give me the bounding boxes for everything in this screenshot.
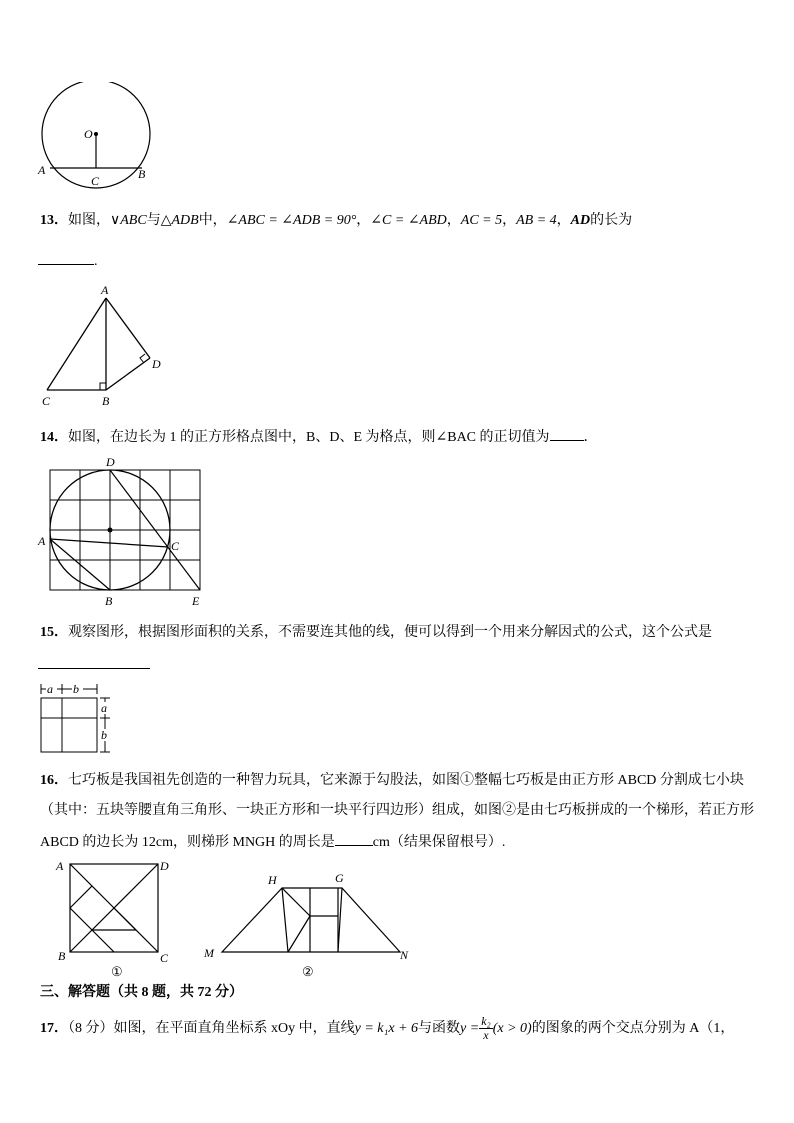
figure-13-triangles — [34, 282, 174, 410]
question-13 — [40, 211, 632, 231]
q16-line2: （其中：五块等腰直角三角形、一块正方形和一块平行四边形）组成，如图②是由七巧板拼成的一个梯形，若正方形 — [40, 803, 754, 818]
question-15 — [40, 623, 712, 643]
q13-text2: 与 — [146, 213, 161, 228]
q16-line3a: ABCD 的边长为 12cm，则梯形 MNGH 的周长是 — [40, 835, 335, 850]
figure-12-circle — [34, 82, 158, 194]
label-C: C — [42, 394, 51, 408]
section-3-title: 三、解答题（共 8 题，共 72 分） — [40, 985, 243, 1000]
q13-math5: AC = 5 — [460, 213, 503, 228]
q16-line1: 七巧板是我国祖先创造的一种智力玩具，它来源于勾股法，如图①整幅七巧板是由正方形 ABCD 分割成七小块 — [68, 773, 744, 788]
q16-number: 16． — [40, 773, 68, 788]
label-B: B — [105, 594, 113, 608]
q16-answer-blank[interactable] — [335, 831, 373, 846]
figure-16-trapezoid — [198, 866, 420, 982]
caption-1: ① — [111, 964, 123, 979]
label-C: C — [171, 539, 180, 553]
question-16-line3 — [40, 831, 505, 853]
dim-a-top: a — [47, 682, 53, 696]
label-C: C — [160, 951, 169, 965]
q13-answer-line — [38, 250, 98, 272]
label-D: D — [106, 455, 115, 469]
q15-number: 15． — [40, 625, 68, 640]
q13-answer-blank[interactable] — [38, 250, 94, 265]
label-A: A — [38, 163, 46, 177]
q17-score: （8 分） — [68, 1021, 114, 1036]
q13-math2: △ADB — [160, 213, 199, 228]
q13-text4: 的长为 — [590, 213, 633, 228]
figure-14-grid-circle — [34, 452, 214, 610]
label-G: G — [335, 871, 344, 885]
q13-math3: ∠ABC = ∠ADB = 90° — [226, 213, 357, 228]
dim-a-right: a — [101, 701, 107, 715]
q13-sep1: ， — [356, 213, 371, 228]
q13-text3: 中， — [198, 213, 227, 228]
q17-math2b: (x > 0) — [492, 1021, 532, 1036]
label-O: O — [84, 127, 93, 141]
label-N: N — [400, 948, 409, 962]
q13-tail: . — [94, 254, 98, 269]
figure-15-squares — [34, 680, 120, 756]
label-A: A — [101, 283, 109, 297]
label-A: A — [38, 534, 46, 548]
label-C: C — [91, 174, 100, 188]
question-16-line1 — [40, 771, 744, 791]
q17-frac-num: k₂ — [481, 1014, 491, 1029]
q17-text2: 与函数 — [418, 1021, 461, 1036]
q17-math1: y = k₁x + 6 — [354, 1021, 419, 1036]
q17-number: 17． — [40, 1021, 68, 1036]
label-A: A — [56, 859, 64, 873]
question-16-line2 — [40, 801, 754, 821]
q13-sep4: ， — [556, 213, 571, 228]
q13-text1: 如图， — [68, 213, 110, 228]
q13-math6: AB = 4 — [516, 213, 557, 228]
dim-b-top: b — [73, 682, 79, 696]
q13-sep3: ， — [502, 213, 517, 228]
question-14 — [40, 426, 598, 448]
label-E: E — [192, 594, 200, 608]
figure-16-tangram-square — [50, 854, 180, 980]
dim-b-right: b — [101, 728, 107, 742]
q13-math7: AD — [570, 213, 591, 228]
q17-math2a: y = — [460, 1021, 480, 1036]
q17-fraction — [479, 1015, 493, 1042]
label-B: B — [138, 167, 146, 181]
q13-sep2: ， — [446, 213, 461, 228]
label-D: D — [160, 859, 169, 873]
label-B: B — [58, 949, 66, 963]
q14-text: 如图，在边长为 1 的正方形格点图中，B、D、E 为格点，则∠BAC 的正切值为 — [68, 430, 550, 445]
label-D: D — [152, 357, 161, 371]
label-M: M — [204, 946, 214, 960]
label-H: H — [268, 873, 277, 887]
q14-number: 14． — [40, 430, 68, 445]
label-B: B — [102, 394, 110, 408]
question-17 — [40, 1014, 734, 1044]
q14-tail: ． — [583, 430, 598, 445]
caption-2: ② — [302, 964, 314, 979]
q17-text1: 如图，在平面直角坐标系 xOy 中，直线 — [113, 1021, 355, 1036]
q13-math4: ∠C = ∠ABD — [370, 213, 447, 228]
q17-frac-den: x — [483, 1028, 489, 1043]
q16-line3b: cm（结果保留根号）. — [372, 835, 506, 850]
q17-text3: 的图象的两个交点分别为 A（1， — [531, 1021, 735, 1036]
q14-answer-blank[interactable] — [550, 426, 584, 441]
q13-number: 13． — [40, 213, 68, 228]
q15-text: 观察图形，根据图形面积的关系，不需要连其他的线，便可以得到一个用来分解因式的公式，这个公式是 — [68, 625, 712, 640]
q13-math1: ∨ABC — [110, 213, 147, 228]
q15-answer-blank[interactable] — [38, 668, 150, 669]
